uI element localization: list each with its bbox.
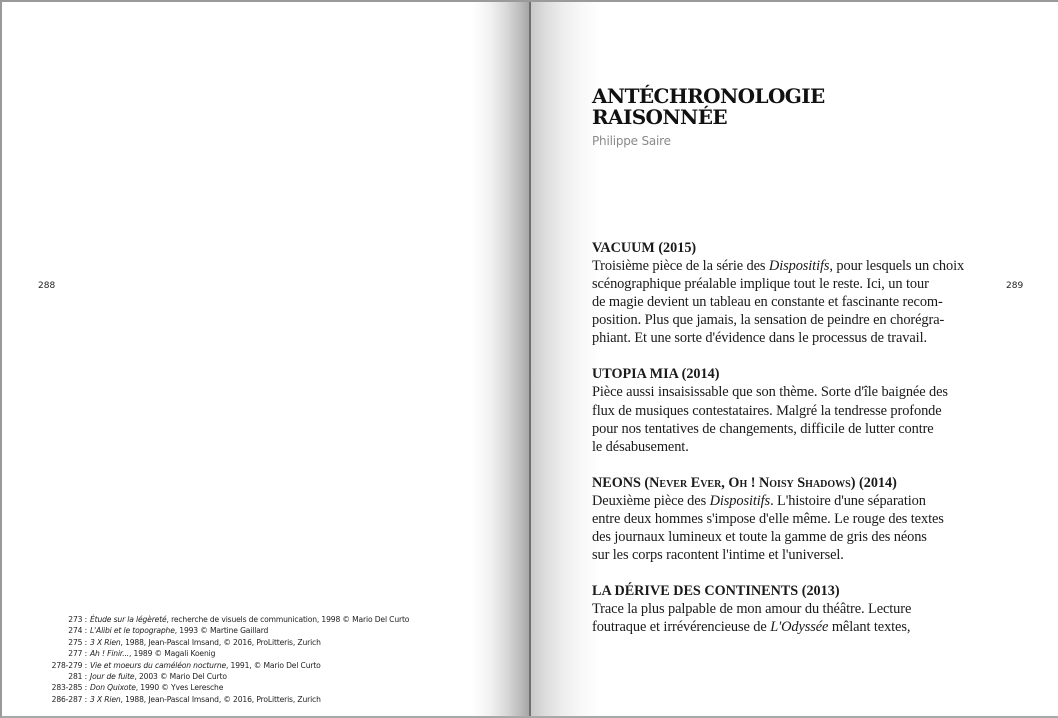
credit-title: Ah ! Finir... bbox=[90, 649, 129, 659]
credit-line bbox=[48, 625, 409, 636]
text-span: Troisième pièce de la série des bbox=[592, 258, 769, 274]
left-page bbox=[2, 2, 529, 716]
author-name: Philippe Saire bbox=[592, 134, 671, 148]
italic-title: L'Odyssée bbox=[770, 619, 829, 636]
credit-details: , 2003 © Mario Del Curto bbox=[134, 672, 227, 682]
entry-text-line bbox=[592, 618, 954, 636]
credit-line bbox=[48, 694, 409, 705]
chronology-entries bbox=[592, 239, 965, 654]
credit-line bbox=[48, 648, 409, 659]
credit-line bbox=[48, 660, 409, 671]
chronology-entry bbox=[592, 582, 954, 636]
credit-title: Jour de fuite bbox=[90, 672, 135, 682]
page-number-left: 288 bbox=[38, 281, 56, 291]
chapter-title bbox=[592, 86, 825, 128]
entry-text-line: le désabusement. bbox=[592, 438, 689, 455]
chapter-title-line-2: RAISONNÉE bbox=[592, 105, 728, 129]
credit-details: , 1988, Jean-Pascal Imsand, © 2016, ProLitteris, Zurich bbox=[120, 637, 321, 647]
credit-page-ref: 274 : bbox=[68, 626, 87, 636]
chapter-title-block bbox=[592, 86, 825, 148]
credit-line bbox=[48, 682, 409, 693]
credit-title: Étude sur la légèreté bbox=[90, 615, 167, 624]
credit-line bbox=[48, 614, 409, 625]
credit-title: Don Quixote bbox=[90, 683, 136, 693]
heading-small-caps: Never Ever, Oh ! Noisy Shadows bbox=[649, 474, 851, 491]
entry-text-line: position. Plus que jamais, la sensation de peindre en chorégra- bbox=[592, 312, 945, 329]
entry-text-line: flux de musiques contestataires. Malgré la tendresse profonde bbox=[592, 402, 942, 419]
chronology-entry bbox=[592, 365, 954, 455]
heading-span: NEONS ( bbox=[592, 474, 650, 491]
entry-text-line: Pièce aussi insaisissable que son thème. Sorte d'île baignée des bbox=[592, 384, 948, 401]
chronology-entry bbox=[592, 239, 965, 347]
entry-text-line: de magie devient un tableau en constante et fascinante recom- bbox=[592, 294, 943, 311]
italic-title: Dispositifs bbox=[709, 492, 771, 509]
entry-text-line: entre deux hommes s'impose d'elle même. Le rouge des textes bbox=[592, 510, 944, 527]
text-span: . L'histoire d'une séparation bbox=[770, 492, 926, 509]
credit-details: , recherche de visuels de communication, 1998 © Mario Del Curto bbox=[166, 615, 410, 624]
credit-page-ref: 273 : bbox=[68, 615, 87, 624]
credit-details: , 1988, Jean-Pascal Imsand, © 2016, ProLitteris, Zurich bbox=[120, 694, 321, 704]
credit-title: L'Alibi et le topographe bbox=[90, 626, 175, 636]
heading-span: ) (2014) bbox=[850, 474, 897, 491]
entry-text-line bbox=[592, 257, 965, 275]
credit-title: 3 X Rien bbox=[90, 694, 121, 704]
page-number-right: 289 bbox=[1006, 281, 1024, 291]
text-span: foutraque et irrévérencieuse de bbox=[592, 619, 771, 636]
text-span: mêlant textes, bbox=[828, 619, 911, 636]
chronology-entry bbox=[592, 474, 954, 564]
text-span: , pour lesquels un choix bbox=[829, 258, 965, 274]
credit-page-ref: 283-285 : bbox=[51, 683, 87, 693]
credit-page-ref: 275 : bbox=[68, 637, 87, 647]
entry-heading bbox=[592, 474, 954, 492]
credit-title: Vie et moeurs du caméléon nocturne bbox=[90, 660, 227, 670]
italic-title: Dispositifs bbox=[768, 258, 830, 274]
entry-text-line: des journaux lumineux et toute la gamme de gris des néons bbox=[592, 529, 927, 546]
credit-page-ref: 281 : bbox=[68, 672, 87, 682]
text-span: Deuxième pièce des bbox=[592, 492, 710, 509]
entry-text-line: Trace la plus palpable de mon amour du théâtre. Lecture bbox=[592, 601, 912, 618]
credit-details: , 1990 © Yves Leresche bbox=[135, 683, 224, 693]
credit-page-ref: 277 : bbox=[68, 649, 87, 659]
entry-heading: UTOPIA MIA (2014) bbox=[592, 366, 720, 383]
chapter-title-line-1: ANTÉCHRONOLOGIE bbox=[592, 84, 825, 108]
entry-heading: VACUUM (2015) bbox=[592, 240, 697, 256]
entry-text-line: scénographique préalable implique tout le reste. Ici, un tour bbox=[592, 276, 929, 293]
credit-line bbox=[48, 637, 409, 648]
entry-text-line bbox=[592, 492, 954, 510]
credit-details: , 1989 © Magali Koenig bbox=[129, 649, 216, 659]
entry-text-line: sur les corps racontent l'intime et l'universel. bbox=[592, 547, 844, 564]
entry-text-line: pour nos tentatives de changements, difficile de lutter contre bbox=[592, 420, 934, 437]
credit-line bbox=[48, 671, 409, 682]
credit-page-ref: 278-279 : bbox=[51, 660, 87, 670]
credit-details: , 1991, © Mario Del Curto bbox=[226, 660, 321, 670]
entry-text-line: phiant. Et une sorte d'évidence dans le processus de travail. bbox=[592, 330, 927, 347]
photo-credits bbox=[48, 614, 409, 705]
entry-heading: LA DÉRIVE DES CONTINENTS (2013) bbox=[592, 583, 840, 600]
credit-details: , 1993 © Martine Gaillard bbox=[174, 626, 269, 636]
credit-page-ref: 286-287 : bbox=[51, 694, 87, 704]
credit-title: 3 X Rien bbox=[90, 637, 121, 647]
